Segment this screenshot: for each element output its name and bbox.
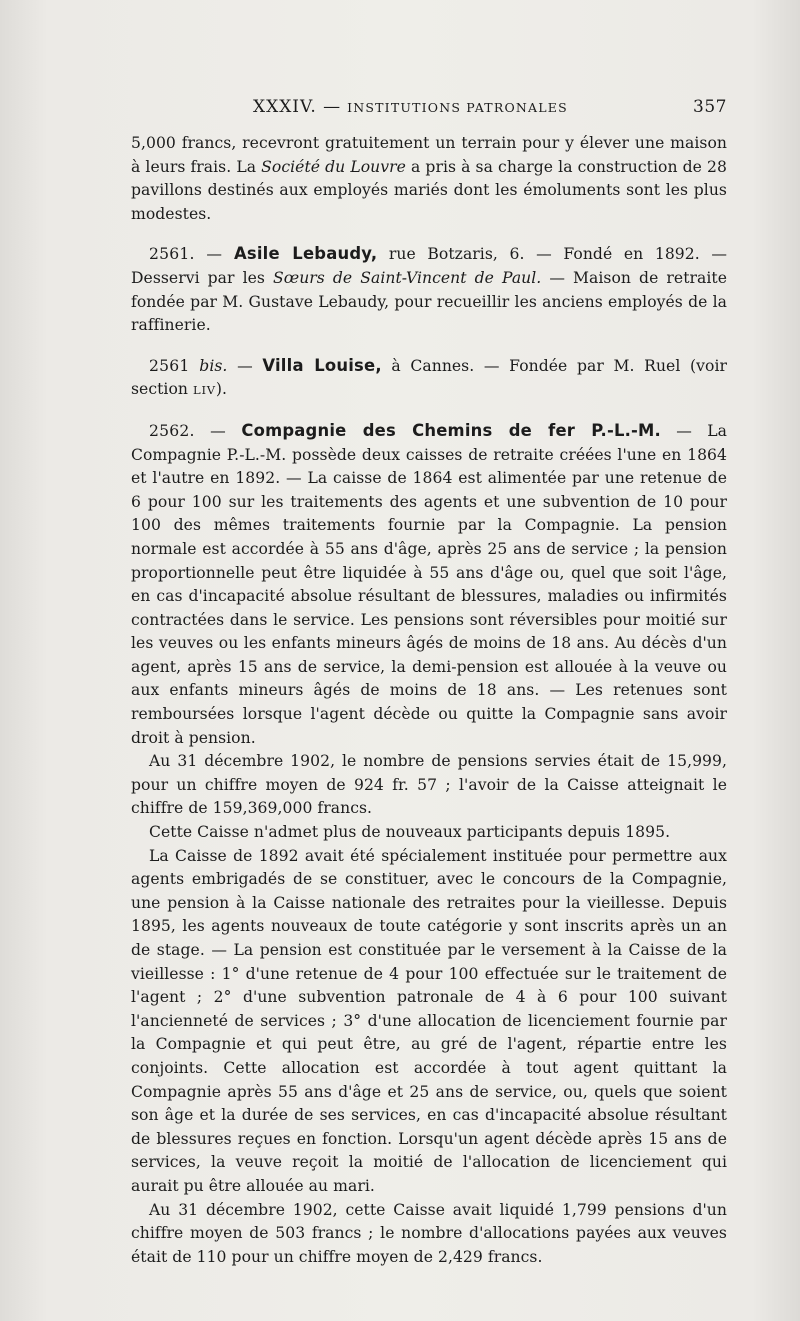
paragraph-caisse-1892: La Caisse de 1892 avait été spécialement instituée pour permettre aux agents embrigadés de se constituer, avec le concours de la Compagnie, une pension à la Caisse nationale des retraites pour la vieillesse. Depuis 1895, les agents nouveaux de toute catégorie y sont inscrits après un an de stage. — La pension est constituée par le versement à la Caisse de la vieillesse : 1° d'une retenue de 4 pour 100 effectuée sur le traitement de l'agent ; 2° d'une subvention patronale de 4 à 6 pour 100 suivant l'ancienneté de services ; 3° d'une allocation de licenciement fournie par la Compagnie et qui peut être, au gré de l'agent, répartie entre les conjoints. Cette allocation est accordée à tout agent quittant la Compagnie après 55 ans d'âge et 25 ans de service, ou, quels que soient son âge et la durée de ses services, en cas d'incapacité absolue résultant de blessures reçues en fonction. Lorsqu'un agent décède après 15 ans de services, la veuve reçoit la moitié de l'allocation de licenciement qui aurait pu être allouée au mari. xyxy=(131,846,727,1195)
entry-2561-bis xyxy=(131,354,727,403)
text-run: a pris à sa charge la construction de 28 pavillons destinés aux employés mariés dont les émoluments sont les plus modestes. xyxy=(131,157,727,223)
text-run: rue Botzaris, 6. — Fondé en 1892. — Desservi par les xyxy=(131,245,727,287)
entry-number: 2561 xyxy=(149,356,200,375)
chapter-number: XXXIV. — xyxy=(253,97,342,117)
small-caps-run: LIV xyxy=(193,383,216,398)
paragraph-continuation xyxy=(131,132,727,226)
paragraph-1895: Cette Caisse n'admet plus de nouveaux participants depuis 1895. xyxy=(149,823,671,842)
running-head xyxy=(131,96,727,122)
text-run: — Maison de retraite fondée par M. Gustave Lebaudy, pour recueillir les anciens employés de la raffinerie. xyxy=(131,268,727,335)
page-text xyxy=(131,96,727,1269)
entry-heading: Asile Lebaudy, xyxy=(233,244,378,264)
text-run: à Cannes. — Fondée par M. Ruel (voir section xyxy=(131,356,727,399)
text-run: — xyxy=(227,356,263,375)
italic-run: Société du Louvre xyxy=(261,157,406,176)
entry-heading: Compagnie des Chemins de fer P.-L.-M. xyxy=(241,420,661,440)
entry-heading: Villa Louise, xyxy=(262,355,382,375)
paragraph-1902-pensions: Au 31 décembre 1902, le nombre de pensions servies était de 15,999, pour un chiffre moyen de 924 fr. 57 ; l'avoir de la Caisse atteignait le chiffre de 159,369,000 francs. xyxy=(131,752,727,818)
text-run: ). xyxy=(215,380,228,399)
italic-run: bis. xyxy=(199,356,228,375)
entry-2561 xyxy=(131,242,727,337)
italic-run: Sœurs de Saint-Vincent de Paul. xyxy=(273,268,542,287)
page-number: 357 xyxy=(693,97,727,117)
text-run: 5,000 francs, recevront gratuitement un terrain pour y élever une maison à leurs frais. La xyxy=(131,134,727,176)
chapter-title: INSTITUTIONS PATRONALES xyxy=(347,100,568,115)
entry-number: 2561. — xyxy=(149,245,234,264)
text-run: — La Compagnie P.-L.-M. possède deux caisses de retraite créées l'une en 1864 et l'autre en 1892. — La caisse de 1864 est alimentée par une retenue de 6 pour 100 sur les traitements des agents et une subvention de 10 pour 100 des mêmes traitements fournie par la Compagnie. La pension normale est accordée à 55 ans d'âge, après 25 ans de service ; la pension proportionnelle peut être liquidée à 55 ans d'âge ou, quel que soit l'âge, en cas d'incapacité absolue résultant de blessures, maladies ou infirmités contractées dans le service. Les pensions sont réversibles pour moitié sur les veuves ou les enfants mineurs âgés de moins de 18 ans. Au décès d'un agent, après 15 ans de service, la demi-pension est allouée à la veuve ou aux enfants mineurs âgés de moins de 18 ans. — Les retenues sont remboursées lorsque l'agent décède ou quitte la Compagnie sans avoir droit à pension. xyxy=(131,421,728,747)
entry-2562 xyxy=(131,419,727,750)
paragraph-1902-liquidations: Au 31 décembre 1902, cette Caisse avait liquidé 1,799 pensions d'un chiffre moyen de 503 francs ; le nombre d'allocations payées aux veuves était de 110 pour un chiffre moyen de 2,429 francs. xyxy=(131,1200,727,1266)
chapter-heading xyxy=(253,96,568,120)
entry-number: 2562. — xyxy=(149,421,242,440)
